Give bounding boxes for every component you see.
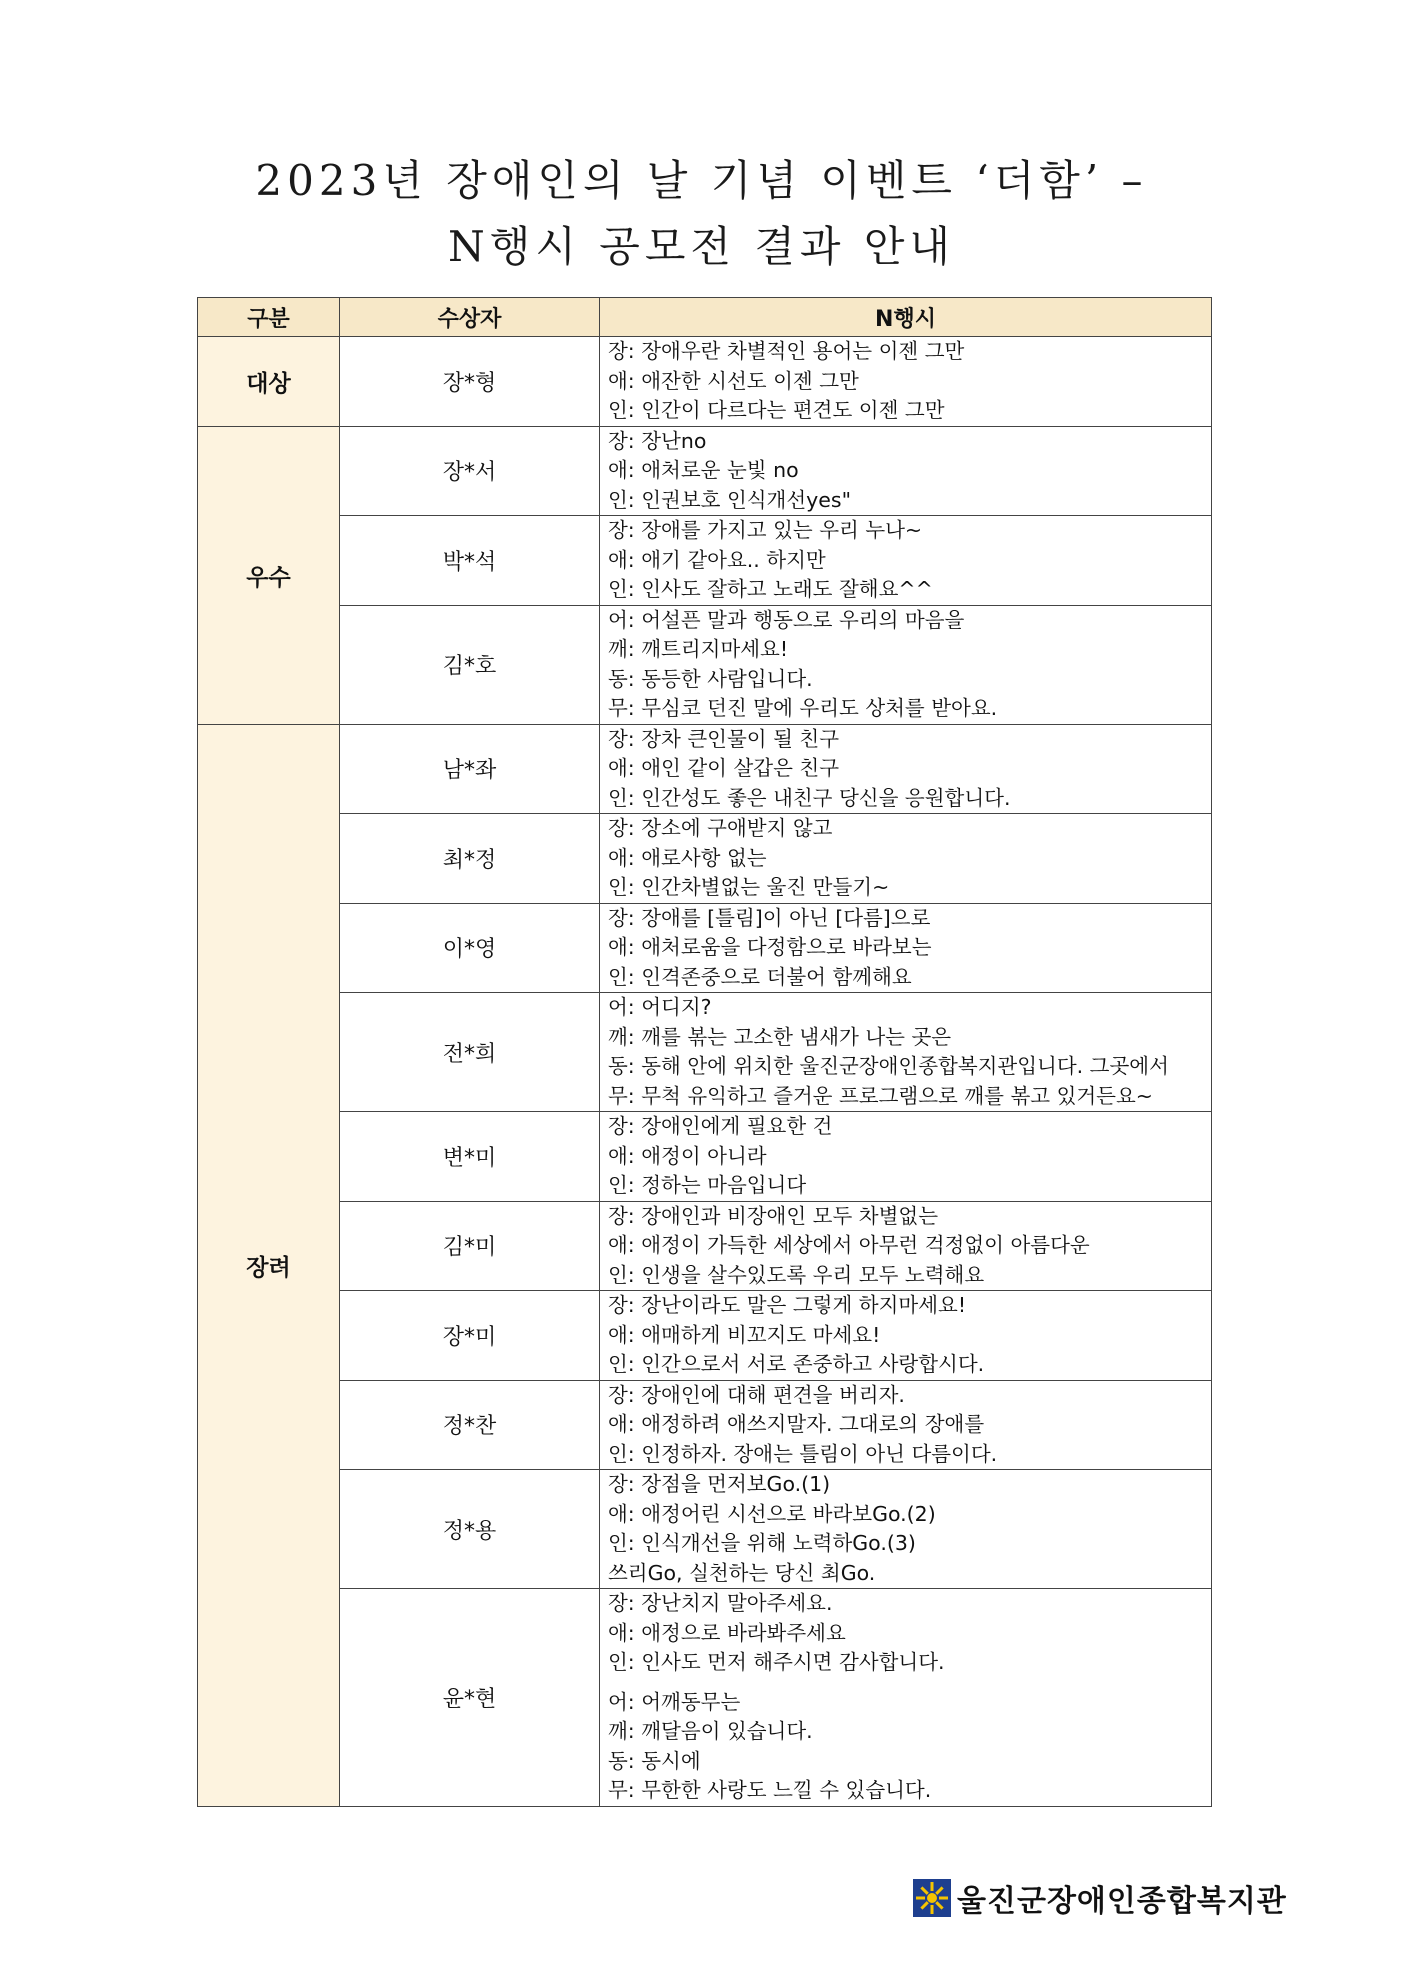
table-row <box>198 426 1212 516</box>
poem-line: 인: 정하는 마음입니다 <box>608 1173 807 1197</box>
title-line-2: N행시 공모전 결과 안내 <box>448 222 955 271</box>
category-cell: 우수 <box>198 426 340 724</box>
winner-cell: 장*미 <box>340 1291 600 1381</box>
table-row <box>198 993 1212 1112</box>
winner-cell: 변*미 <box>340 1112 600 1202</box>
table-row <box>198 605 1212 724</box>
table-row <box>198 337 1212 427</box>
poem-line: 장: 장애인과 비장애인 모두 차별없는 <box>608 1203 939 1228</box>
poem-cell <box>600 1201 1212 1291</box>
poem-line: 무: 무한한 사랑도 느낄 수 있습니다. <box>608 1778 932 1802</box>
poem-cell <box>600 426 1212 516</box>
poem-line: 장: 장난no <box>608 428 707 453</box>
table-row <box>198 1380 1212 1470</box>
winner-cell: 김*미 <box>340 1201 600 1291</box>
poem-line: 무: 무척 유익하고 즐거운 프로그램으로 깨를 볶고 있거든요~ <box>608 1083 1153 1108</box>
poem-cell <box>600 337 1212 427</box>
title-line-1: 2023년 장애인의 날 기념 이벤트 ‘더함’ – <box>255 156 1148 205</box>
poem-cell <box>600 724 1212 814</box>
poem-cell <box>600 1589 1212 1807</box>
poem-line: 인: 인간이 다르다는 편견도 이젠 그만 <box>608 398 945 422</box>
poem-line: 애: 애로사항 없는 <box>608 845 767 870</box>
poem-line: 인: 인간성도 좋은 내친구 당신을 응원합니다. <box>608 785 1011 810</box>
poem-line: 애: 애인 같이 살갑은 친구 <box>608 756 840 780</box>
results-body <box>198 337 1212 1807</box>
poem-line: 장: 장점을 먼저보Go.(1) <box>608 1472 831 1496</box>
poem-line: 장: 장애인에게 필요한 건 <box>608 1114 833 1138</box>
poem-line: 어: 어설픈 말과 행동으로 우리의 마음을 <box>608 607 965 632</box>
poem-line: 무: 무심코 던진 말에 우리도 상처를 받아요. <box>608 696 998 720</box>
footer-logo <box>913 1876 1287 1920</box>
winner-cell: 장*형 <box>340 337 600 427</box>
poem-line: 애: 애정이 가득한 세상에서 아무런 걱정없이 아름다운 <box>608 1233 1090 1257</box>
poem-line: 애: 애정어린 시선으로 바라보Go.(2) <box>608 1501 936 1526</box>
poem-cell <box>600 1380 1212 1470</box>
winner-cell: 최*정 <box>340 814 600 904</box>
poem-line: 인: 인간차별없는 울진 만들기~ <box>608 875 890 899</box>
poem-line: 장: 장난이라도 말은 그렇게 하지마세요! <box>608 1293 967 1317</box>
poem-line: 애: 애기 같아요.. 하지만 <box>608 547 826 572</box>
poem-cell <box>600 993 1212 1112</box>
winner-cell: 김*호 <box>340 605 600 724</box>
poem-line: 어: 어디지? <box>608 995 712 1019</box>
table-row <box>198 724 1212 814</box>
poem-line: 깨: 깨트리지마세요! <box>608 637 789 661</box>
poem-line: 쓰리Go, 실천하는 당신 최Go. <box>608 1560 876 1585</box>
poem-cell <box>600 903 1212 993</box>
winner-cell: 박*석 <box>340 516 600 606</box>
poem-line: 인: 인간으로서 서로 존중하고 사랑합시다. <box>608 1352 985 1376</box>
poem-line: 동: 동시에 <box>608 1748 701 1773</box>
poem-line: 장: 장차 큰인물이 될 친구 <box>608 726 840 751</box>
poem-cell <box>600 1470 1212 1589</box>
poem-gap <box>608 1678 1203 1688</box>
winner-cell: 정*용 <box>340 1470 600 1589</box>
poem-line: 장: 장애우란 차별적인 용어는 이젠 그만 <box>608 339 965 363</box>
winner-cell: 장*서 <box>340 426 600 516</box>
poem-line: 깨: 깨달음이 있습니다. <box>608 1719 813 1743</box>
winner-cell: 남*좌 <box>340 724 600 814</box>
poem-line: 인: 인생을 살수있도록 우리 모두 노력해요 <box>608 1262 985 1287</box>
header-winner: 수상자 <box>340 298 600 337</box>
poem-line: 장: 장애를 [틀림]이 아닌 [다름]으로 <box>608 905 931 930</box>
poem-line: 장: 장난치지 말아주세요. <box>608 1591 833 1615</box>
poem-line: 인: 인식개선을 위해 노력하Go.(3) <box>608 1531 916 1555</box>
table-row <box>198 814 1212 904</box>
poem-line: 애: 애매하게 비꼬지도 마세요! <box>608 1322 881 1347</box>
winner-cell: 이*영 <box>340 903 600 993</box>
poem-line: 장: 장애를 가지고 있는 우리 누나~ <box>608 518 923 542</box>
poem-line: 애: 애잔한 시선도 이젠 그만 <box>608 368 859 393</box>
poem-cell <box>600 814 1212 904</box>
results-table <box>197 297 1212 1807</box>
page-title <box>0 148 1403 280</box>
header-poem: N행시 <box>600 298 1212 337</box>
poem-cell <box>600 1112 1212 1202</box>
winner-cell: 정*찬 <box>340 1380 600 1470</box>
poem-cell <box>600 605 1212 724</box>
poem-line: 인: 인권보호 인식개선yes" <box>608 487 852 512</box>
star-burst-logo-icon <box>913 1879 951 1917</box>
poem-cell <box>600 1291 1212 1381</box>
table-row <box>198 1291 1212 1381</box>
header-category: 구분 <box>198 298 340 337</box>
table-row <box>198 1201 1212 1291</box>
poem-line: 어: 어깨동무는 <box>608 1689 741 1714</box>
poem-line: 애: 애정으로 바라봐주세요 <box>608 1620 846 1645</box>
poem-line: 인: 인사도 먼저 해주시면 감사합니다. <box>608 1650 945 1674</box>
table-row <box>198 516 1212 606</box>
table-header-row <box>198 298 1212 337</box>
poem-line: 애: 애처로움을 다정함으로 바라보는 <box>608 935 932 959</box>
poem-cell <box>600 516 1212 606</box>
poem-line: 동: 동해 안에 위치한 울진군장애인종합복지관입니다. 그곳에서 <box>608 1054 1169 1078</box>
poem-line: 인: 인사도 잘하고 노래도 잘해요^^ <box>608 577 933 601</box>
poem-line: 애: 애정하려 애쓰지말자. 그대로의 장애를 <box>608 1412 985 1436</box>
poem-line: 깨: 깨를 볶는 고소한 냄새가 나는 곳은 <box>608 1024 952 1049</box>
poem-line: 장: 장애인에 대해 편견을 버리자. <box>608 1382 905 1407</box>
poem-line: 애: 애정이 아니라 <box>608 1143 767 1168</box>
category-cell: 대상 <box>198 337 340 427</box>
table-row <box>198 1589 1212 1807</box>
table-row <box>198 1112 1212 1202</box>
table-row <box>198 903 1212 993</box>
poem-line: 인: 인정하자. 장애는 틀림이 아닌 다름이다. <box>608 1441 998 1466</box>
poem-line: 애: 애처로운 눈빛 no <box>608 458 799 482</box>
poem-line: 장: 장소에 구애받지 않고 <box>608 816 833 840</box>
winner-cell: 전*희 <box>340 993 600 1112</box>
category-cell: 장려 <box>198 724 340 1806</box>
poem-line: 인: 인격존중으로 더불어 함께해요 <box>608 964 912 989</box>
poem-line: 동: 동등한 사람입니다. <box>608 666 813 691</box>
winner-cell: 윤*현 <box>340 1589 600 1807</box>
organization-name: 울진군장애인종합복지관 <box>957 1884 1287 1919</box>
table-row <box>198 1470 1212 1589</box>
